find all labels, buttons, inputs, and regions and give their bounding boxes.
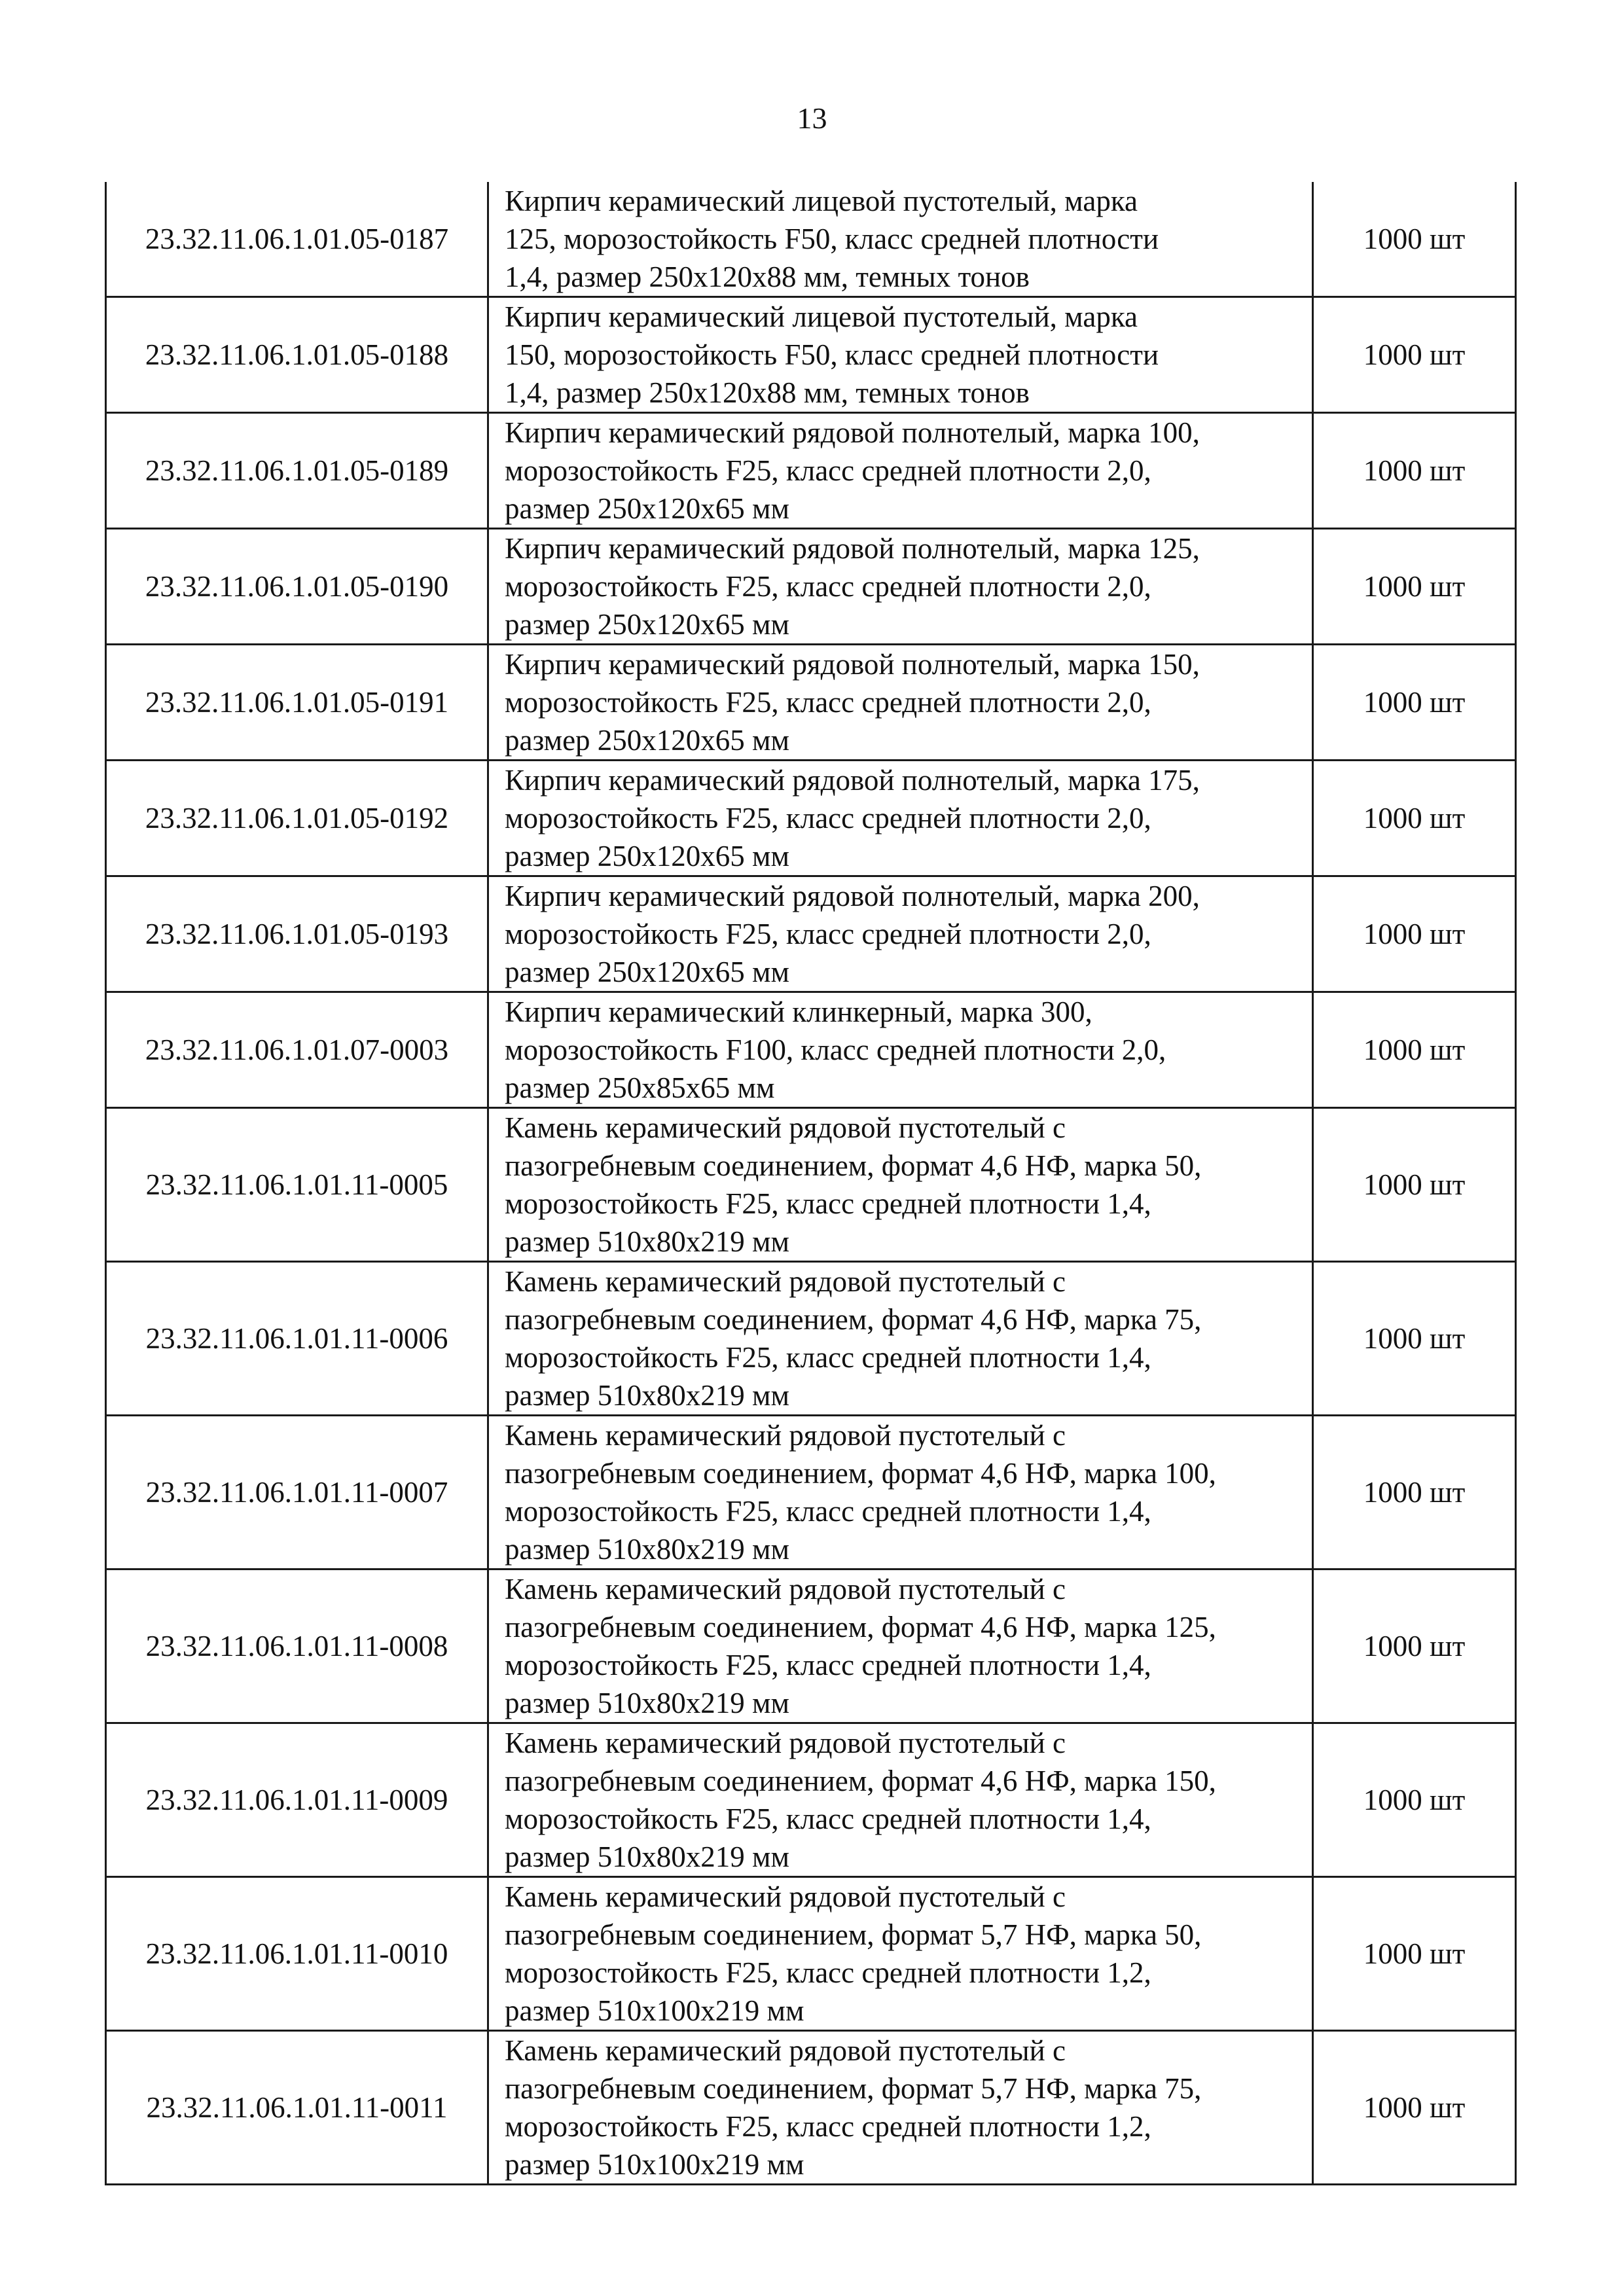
table-row — [106, 1723, 1516, 1877]
description-line: морозостойкость F25, класс средней плотности 1,4, — [505, 1495, 1151, 1528]
description-line: Кирпич керамический клинкерный, марка 300, — [505, 996, 1092, 1028]
table-row — [106, 1262, 1516, 1416]
resource-code: 23.32.11.06.1.01.05-0192 — [106, 761, 488, 876]
materials-table — [105, 182, 1517, 2185]
description-line: морозостойкость F25, класс средней плотности 1,4, — [505, 1803, 1151, 1835]
unit-of-measure: 1000 шт — [1313, 1108, 1516, 1262]
unit-of-measure: 1000 шт — [1313, 2031, 1516, 2185]
table-row — [106, 2031, 1516, 2185]
description-line: морозостойкость F25, класс средней плотности 2,0, — [505, 918, 1151, 950]
description-line: морозостойкость F25, класс средней плотности 2,0, — [505, 570, 1151, 603]
description-line: морозостойкость F25, класс средней плотности 1,2, — [505, 1956, 1151, 1989]
resource-description — [488, 1570, 1313, 1723]
resource-code: 23.32.11.06.1.01.05-0188 — [106, 297, 488, 413]
description-line: размер 510х80х219 мм — [505, 1379, 790, 1412]
description-line: размер 250х120х65 мм — [505, 492, 790, 525]
description-line: Кирпич керамический рядовой полнотелый, марка 175, — [505, 764, 1200, 797]
description-line: пазогребневым соединением, формат 4,6 НФ, марка 150, — [505, 1765, 1216, 1797]
description-line: морозостойкость F25, класс средней плотности 2,0, — [505, 686, 1151, 719]
table-row — [106, 1416, 1516, 1570]
table-row — [106, 761, 1516, 876]
description-line: морозостойкость F25, класс средней плотности 2,0, — [505, 802, 1151, 834]
unit-of-measure: 1000 шт — [1313, 1262, 1516, 1416]
table-row — [106, 1877, 1516, 2031]
description-line: размер 250х120х65 мм — [505, 840, 790, 872]
description-line: размер 510х80х219 мм — [505, 1533, 790, 1566]
description-line: Кирпич керамический лицевой пустотелый, марка — [505, 185, 1138, 217]
description-line: пазогребневым соединением, формат 5,7 НФ, марка 50, — [505, 1918, 1202, 1951]
description-line: пазогребневым соединением, формат 4,6 НФ, марка 125, — [505, 1611, 1216, 1643]
resource-description — [488, 413, 1313, 529]
description-line: морозостойкость F25, класс средней плотности 1,4, — [505, 1649, 1151, 1681]
resource-description — [488, 992, 1313, 1108]
description-line: размер 510х100х219 мм — [505, 2148, 804, 2181]
resource-description — [488, 529, 1313, 645]
resource-code: 23.32.11.06.1.01.11-0010 — [106, 1877, 488, 2031]
unit-of-measure: 1000 шт — [1313, 413, 1516, 529]
unit-of-measure: 1000 шт — [1313, 1416, 1516, 1570]
table-row — [106, 297, 1516, 413]
description-line: 1,4, размер 250х120х88 мм, темных тонов — [505, 376, 1030, 409]
resource-description — [488, 645, 1313, 761]
resource-code: 23.32.11.06.1.01.11-0005 — [106, 1108, 488, 1262]
description-line: размер 510х80х219 мм — [505, 1225, 790, 1258]
description-line: морозостойкость F25, класс средней плотности 1,2, — [505, 2110, 1151, 2143]
description-line: размер 250х85х65 мм — [505, 1071, 775, 1104]
description-line: Камень керамический рядовой пустотелый с — [505, 1727, 1066, 1759]
description-line: Камень керамический рядовой пустотелый с — [505, 1419, 1066, 1452]
resource-code: 23.32.11.06.1.01.07-0003 — [106, 992, 488, 1108]
table-row — [106, 992, 1516, 1108]
resource-description — [488, 1877, 1313, 2031]
unit-of-measure: 1000 шт — [1313, 645, 1516, 761]
page-number: 13 — [797, 101, 827, 135]
resource-description — [488, 761, 1313, 876]
resource-code: 23.32.11.06.1.01.11-0011 — [106, 2031, 488, 2185]
description-line: морозостойкость F100, класс средней плотности 2,0, — [505, 1033, 1166, 1066]
description-line: Кирпич керамический лицевой пустотелый, марка — [505, 300, 1138, 333]
description-line: пазогребневым соединением, формат 4,6 НФ, марка 50, — [505, 1149, 1202, 1182]
description-line: морозостойкость F25, класс средней плотности 2,0, — [505, 454, 1151, 487]
resource-code: 23.32.11.06.1.01.05-0189 — [106, 413, 488, 529]
description-line: пазогребневым соединением, формат 5,7 НФ, марка 75, — [505, 2072, 1202, 2105]
table-row — [106, 876, 1516, 992]
description-line: Камень керамический рядовой пустотелый с — [505, 1880, 1066, 1913]
description-line: 1,4, размер 250х120х88 мм, темных тонов — [505, 260, 1030, 293]
description-line: 125, морозостойкость F50, класс средней плотности — [505, 223, 1159, 255]
resource-code: 23.32.11.06.1.01.05-0191 — [106, 645, 488, 761]
unit-of-measure: 1000 шт — [1313, 297, 1516, 413]
resource-description — [488, 1416, 1313, 1570]
resource-description — [488, 2031, 1313, 2185]
description-line: Кирпич керамический рядовой полнотелый, марка 100, — [505, 416, 1200, 449]
description-line: 150, морозостойкость F50, класс средней плотности — [505, 338, 1159, 371]
resource-description — [488, 876, 1313, 992]
unit-of-measure: 1000 шт — [1313, 876, 1516, 992]
resource-description — [488, 1108, 1313, 1262]
resource-description — [488, 1723, 1313, 1877]
description-line: Кирпич керамический рядовой полнотелый, марка 125, — [505, 532, 1200, 565]
resource-code: 23.32.11.06.1.01.11-0007 — [106, 1416, 488, 1570]
description-line: Камень керамический рядовой пустотелый с — [505, 1111, 1066, 1144]
description-line: пазогребневым соединением, формат 4,6 НФ, марка 100, — [505, 1457, 1216, 1490]
resource-code: 23.32.11.06.1.01.11-0009 — [106, 1723, 488, 1877]
unit-of-measure: 1000 шт — [1313, 761, 1516, 876]
description-line: размер 250х120х65 мм — [505, 724, 790, 757]
table-row — [106, 1108, 1516, 1262]
table-row — [106, 413, 1516, 529]
unit-of-measure: 1000 шт — [1313, 182, 1516, 297]
table-row — [106, 182, 1516, 297]
resource-description — [488, 297, 1313, 413]
description-line: морозостойкость F25, класс средней плотности 1,4, — [505, 1187, 1151, 1220]
description-line: Камень керамический рядовой пустотелый с — [505, 2034, 1066, 2067]
resource-description — [488, 182, 1313, 297]
description-line: размер 510х80х219 мм — [505, 1687, 790, 1719]
resource-code: 23.32.11.06.1.01.11-0008 — [106, 1570, 488, 1723]
unit-of-measure: 1000 шт — [1313, 1723, 1516, 1877]
description-line: морозостойкость F25, класс средней плотности 1,4, — [505, 1341, 1151, 1374]
resource-description — [488, 1262, 1313, 1416]
resource-code: 23.32.11.06.1.01.05-0193 — [106, 876, 488, 992]
description-line: размер 510х80х219 мм — [505, 1840, 790, 1873]
description-line: Камень керамический рядовой пустотелый с — [505, 1573, 1066, 1605]
description-line: размер 510х100х219 мм — [505, 1994, 804, 2027]
resource-code: 23.32.11.06.1.01.11-0006 — [106, 1262, 488, 1416]
table-row — [106, 1570, 1516, 1723]
description-line: Кирпич керамический рядовой полнотелый, марка 150, — [505, 648, 1200, 681]
unit-of-measure: 1000 шт — [1313, 992, 1516, 1108]
resource-code: 23.32.11.06.1.01.05-0190 — [106, 529, 488, 645]
description-line: размер 250х120х65 мм — [505, 608, 790, 641]
unit-of-measure: 1000 шт — [1313, 529, 1516, 645]
resource-code: 23.32.11.06.1.01.05-0187 — [106, 182, 488, 297]
unit-of-measure: 1000 шт — [1313, 1570, 1516, 1723]
description-line: Кирпич керамический рядовой полнотелый, марка 200, — [505, 880, 1200, 912]
table-row — [106, 645, 1516, 761]
description-line: пазогребневым соединением, формат 4,6 НФ, марка 75, — [505, 1303, 1202, 1336]
description-line: размер 250х120х65 мм — [505, 956, 790, 988]
unit-of-measure: 1000 шт — [1313, 1877, 1516, 2031]
description-line: Камень керамический рядовой пустотелый с — [505, 1265, 1066, 1298]
table-row — [106, 529, 1516, 645]
